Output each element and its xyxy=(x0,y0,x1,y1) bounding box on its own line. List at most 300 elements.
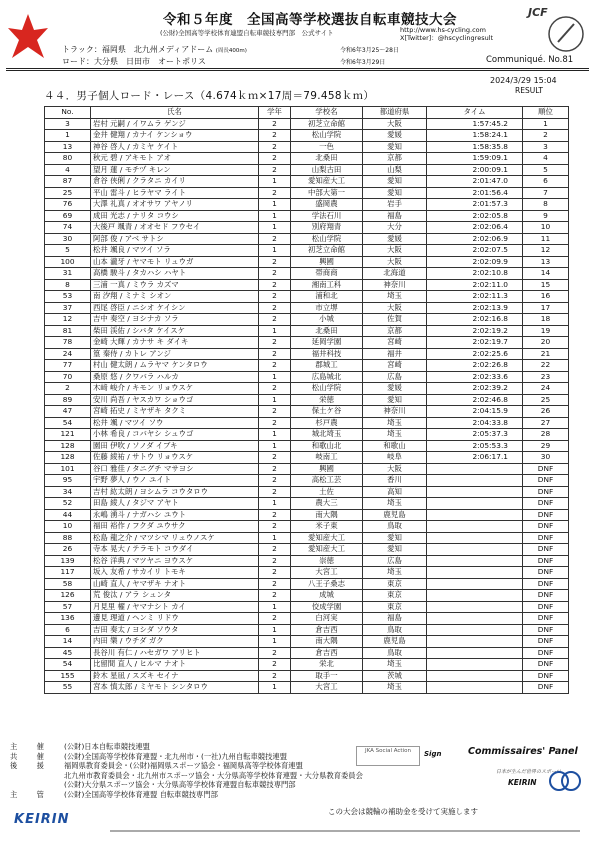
keirin-logo-right: KEIRIN xyxy=(508,778,537,787)
cell-rank: 8 xyxy=(523,199,569,211)
jcf-logo: JCF xyxy=(528,6,548,19)
cell-no: 10 xyxy=(45,521,91,533)
cell-prefecture: 鳥取 xyxy=(363,647,427,659)
cell-no: 24 xyxy=(45,348,91,360)
website-link[interactable]: http://www.hs-cycling.com xyxy=(400,26,486,34)
cell-name: 岩村 元嗣 / イワムラ ゲンジ xyxy=(91,118,259,130)
cell-no: 121 xyxy=(45,429,91,441)
cell-school: 北桑田 xyxy=(291,153,363,165)
cell-rank: DNF xyxy=(523,475,569,487)
cell-rank: DNF xyxy=(523,636,569,648)
table-row xyxy=(45,544,569,556)
cell-prefecture: 埼玉 xyxy=(363,682,427,694)
cell-school: 南大隅 xyxy=(291,509,363,521)
table-row xyxy=(45,325,569,337)
cell-grade: 1 xyxy=(259,624,291,636)
cell-time xyxy=(427,613,523,625)
footer-role: 共 催 xyxy=(10,751,50,761)
cell-name: 松島 龍之介 / マツシマ リュウノスケ xyxy=(91,532,259,544)
cell-time: 2:02:11.3 xyxy=(427,291,523,303)
cell-prefecture: 鳥取 xyxy=(363,521,427,533)
cell-rank: DNF xyxy=(523,486,569,498)
cell-no: 12 xyxy=(45,314,91,326)
cell-school: 崇徳 xyxy=(291,555,363,567)
cell-no: 25 xyxy=(45,187,91,199)
footer-line xyxy=(10,780,585,790)
timestamp: 2024/3/29 15:04 xyxy=(490,76,557,85)
cell-name: 南 汐翔 / ミナミ シオン xyxy=(91,291,259,303)
cell-name: 永嶋 湧斗 / ナガハシ ユウト xyxy=(91,509,259,521)
cell-school: 愛知産大工 xyxy=(291,176,363,188)
cell-grade: 2 xyxy=(259,337,291,349)
keirin-tagline: 日本が生んだ世界のスポーツ xyxy=(496,769,561,775)
event-logo-icon xyxy=(8,14,48,60)
cell-time xyxy=(427,567,523,579)
table-row xyxy=(45,624,569,636)
cell-time: 2:05:37.3 xyxy=(427,429,523,441)
cell-school: 小城 xyxy=(291,314,363,326)
cell-time: 1:59:09.1 xyxy=(427,153,523,165)
table-row xyxy=(45,210,569,222)
table-row xyxy=(45,348,569,360)
cell-prefecture: 山梨 xyxy=(363,164,427,176)
cell-school: 学法石川 xyxy=(291,210,363,222)
cell-prefecture: 鹿児島 xyxy=(363,636,427,648)
cell-name: 宮崎 拓史 / ミヤザキ タクミ xyxy=(91,406,259,418)
cell-name: 高橋 駿斗 / タカハシ ハヤト xyxy=(91,268,259,280)
cell-prefecture: 岐阜 xyxy=(363,452,427,464)
cell-grade: 2 xyxy=(259,590,291,602)
cell-name: 宇野 夢人 / ウノ ユイト xyxy=(91,475,259,487)
cell-time: 2:04:33.8 xyxy=(427,417,523,429)
table-row xyxy=(45,187,569,199)
cell-prefecture: 大阪 xyxy=(363,245,427,257)
table-row xyxy=(45,452,569,464)
cell-grade: 1 xyxy=(259,636,291,648)
table-row xyxy=(45,613,569,625)
cell-name: 鈴木 星凪 / スズキ セイナ xyxy=(91,670,259,682)
cell-grade: 1 xyxy=(259,245,291,257)
cell-no: 47 xyxy=(45,406,91,418)
cell-grade: 2 xyxy=(259,509,291,521)
cell-prefecture: 埼玉 xyxy=(363,417,427,429)
cell-no: 37 xyxy=(45,302,91,314)
cell-time: 2:02:19.7 xyxy=(427,337,523,349)
cell-no: 5 xyxy=(45,245,91,257)
table-row xyxy=(45,590,569,602)
cell-grade: 2 xyxy=(259,118,291,130)
cell-rank: 18 xyxy=(523,314,569,326)
cell-grade: 2 xyxy=(259,567,291,579)
cell-school: 興國 xyxy=(291,463,363,475)
footer-text: 福岡県教育委員会・(公財)福岡県スポーツ協会・福岡県高等学校体育連盟 xyxy=(64,761,303,770)
cell-rank: 11 xyxy=(523,233,569,245)
cell-name: 秋元 碧 / アキモト アオ xyxy=(91,153,259,165)
cell-name: 山崎 直人 / ヤマザキ ナオト xyxy=(91,578,259,590)
cell-name: 望月 蓮 / モチヅ キレン xyxy=(91,164,259,176)
cell-no: 55 xyxy=(45,682,91,694)
cell-rank: DNF xyxy=(523,521,569,533)
cell-no: 53 xyxy=(45,291,91,303)
cell-prefecture: 東京 xyxy=(363,590,427,602)
table-row xyxy=(45,636,569,648)
cell-time: 2:02:10.8 xyxy=(427,268,523,280)
cell-grade: 2 xyxy=(259,360,291,372)
cell-name: 成田 光志 / ナリタ コウシ xyxy=(91,210,259,222)
cell-no: 80 xyxy=(45,153,91,165)
cell-name: 宮本 慎太郎 / ミヤモト シンタロウ xyxy=(91,682,259,694)
footer-text: (公財)全国高等学校体育連盟 自転車競技専門部 xyxy=(64,789,218,799)
event-title: ４４．男子個人ロード・レース（4.674ｋｍ×17周＝79.458ｋｍ） xyxy=(44,90,375,102)
cell-name: 田島 綾人 / タジマ アヤト xyxy=(91,498,259,510)
cell-school: 松山学院 xyxy=(291,130,363,142)
cell-rank: DNF xyxy=(523,647,569,659)
table-row xyxy=(45,383,569,395)
cell-prefecture: 愛媛 xyxy=(363,233,427,245)
cell-rank: 28 xyxy=(523,429,569,441)
footer-text: (公財)日本自転車競技連盟 xyxy=(64,742,150,751)
cell-time xyxy=(427,463,523,475)
cell-no: 136 xyxy=(45,613,91,625)
table-row xyxy=(45,233,569,245)
cell-no: 155 xyxy=(45,670,91,682)
cell-time: 2:06:17.1 xyxy=(427,452,523,464)
cell-school: 一色 xyxy=(291,141,363,153)
cell-no: 128 xyxy=(45,440,91,452)
cell-no: 88 xyxy=(45,532,91,544)
communique-number: Communiqué. No.81 xyxy=(486,55,574,65)
table-row xyxy=(45,256,569,268)
cell-school: 中部大第一 xyxy=(291,187,363,199)
cell-no: 76 xyxy=(45,199,91,211)
cell-name: 村山 健太朗 / ムラヤマ ケンタロウ xyxy=(91,360,259,372)
cell-no: 34 xyxy=(45,486,91,498)
footer-text: 北九州市教育委員会・北九州市スポーツ協会・大分県高等学校体育連盟・大分県教育委員会 xyxy=(64,770,363,780)
cell-grade: 2 xyxy=(259,164,291,176)
table-row xyxy=(45,509,569,521)
cell-time xyxy=(427,509,523,521)
cell-prefecture: 愛知 xyxy=(363,544,427,556)
cell-no: 81 xyxy=(45,325,91,337)
cell-prefecture: 香川 xyxy=(363,475,427,487)
cell-prefecture: 大阪 xyxy=(363,256,427,268)
cell-prefecture: 福島 xyxy=(363,210,427,222)
cell-school: 和歌山北 xyxy=(291,440,363,452)
cell-rank: 26 xyxy=(523,406,569,418)
table-row xyxy=(45,486,569,498)
cell-school: 大宮工 xyxy=(291,567,363,579)
cell-rank: 22 xyxy=(523,360,569,372)
cell-no: 1 xyxy=(45,130,91,142)
table-row xyxy=(45,176,569,188)
cell-no: 70 xyxy=(45,371,91,383)
cell-rank: 9 xyxy=(523,210,569,222)
column-header-rank: 順位 xyxy=(523,107,569,119)
cell-prefecture: 埼玉 xyxy=(363,567,427,579)
cell-school: 倉吉西 xyxy=(291,647,363,659)
cyclists-silhouette-icon xyxy=(110,812,580,836)
funding-notice: この大会は競輪の補助金を受けて実施します xyxy=(328,807,478,816)
cell-time: 2:02:39.2 xyxy=(427,383,523,395)
cell-rank: 25 xyxy=(523,394,569,406)
cell-grade: 2 xyxy=(259,555,291,567)
cell-grade: 2 xyxy=(259,406,291,418)
cell-grade: 2 xyxy=(259,279,291,291)
cell-time: 1:58:24.1 xyxy=(427,130,523,142)
cell-rank: 15 xyxy=(523,279,569,291)
cell-grade: 2 xyxy=(259,256,291,268)
cell-prefecture: 東京 xyxy=(363,601,427,613)
cell-school: 松山学院 xyxy=(291,383,363,395)
cell-no: 30 xyxy=(45,233,91,245)
cell-time xyxy=(427,601,523,613)
table-row xyxy=(45,153,569,165)
table-row xyxy=(45,521,569,533)
cell-grade: 2 xyxy=(259,187,291,199)
cell-name: 木﨑 峻介 / キモン リョウスケ xyxy=(91,383,259,395)
cell-time xyxy=(427,475,523,487)
cell-school: 岐南工 xyxy=(291,452,363,464)
cell-time xyxy=(427,670,523,682)
cell-rank: DNF xyxy=(523,578,569,590)
cell-time: 2:02:07.5 xyxy=(427,245,523,257)
cell-prefecture: 北海道 xyxy=(363,268,427,280)
result-label: RESULT xyxy=(515,86,543,95)
cell-rank: DNF xyxy=(523,567,569,579)
cell-name: 谷口 雅佳 / タニグチ マサヨシ xyxy=(91,463,259,475)
cell-prefecture: 鹿児島 xyxy=(363,509,427,521)
cell-time xyxy=(427,590,523,602)
cell-time: 2:02:05.8 xyxy=(427,210,523,222)
cell-prefecture: 岩手 xyxy=(363,199,427,211)
cell-school: 成城 xyxy=(291,590,363,602)
cell-grade: 2 xyxy=(259,314,291,326)
organizer-text: (公財)全国高等学校体育連盟自転車競技専門部 公式サイト xyxy=(160,29,334,37)
cell-grade: 1 xyxy=(259,325,291,337)
cell-rank: DNF xyxy=(523,532,569,544)
column-header-grade: 学年 xyxy=(259,107,291,119)
cell-name: 金崎 大輝 / カナサ キ ダイキ xyxy=(91,337,259,349)
cell-prefecture: 愛知 xyxy=(363,141,427,153)
cell-school: 市立堺 xyxy=(291,302,363,314)
cell-prefecture: 大阪 xyxy=(363,302,427,314)
table-row xyxy=(45,337,569,349)
table-row xyxy=(45,360,569,372)
header-divider-2 xyxy=(6,70,589,71)
cell-name: 内田 樂 / ウチダ ガク xyxy=(91,636,259,648)
track-date: 令和6年3月25～28日 xyxy=(340,47,399,54)
footer-line xyxy=(10,790,585,800)
cell-name: 長谷川 有仁 / ハセガワ アリヒト xyxy=(91,647,259,659)
cell-no: 100 xyxy=(45,256,91,268)
cell-name: 柴田 渓佑 / シバタ ケイスケ xyxy=(91,325,259,337)
cell-no: 45 xyxy=(45,647,91,659)
footer-text: (公財)全国高等学校体育連盟・北九州市・(一社)九州自転車競技連盟 xyxy=(64,751,287,761)
table-row xyxy=(45,268,569,280)
cell-school: 保土ケ谷 xyxy=(291,406,363,418)
cell-school: 高松工芸 xyxy=(291,475,363,487)
cell-school: 湘南工科 xyxy=(291,279,363,291)
column-header-name: 氏名 xyxy=(91,107,259,119)
footer-role: 主 催 xyxy=(10,742,50,751)
cell-name: 金井 健翔 / カナイ ケンショウ xyxy=(91,130,259,142)
table-row xyxy=(45,463,569,475)
cell-rank: DNF xyxy=(523,544,569,556)
cell-name: 佐藤 綾祐 / サトウ リョウスケ xyxy=(91,452,259,464)
cell-no: 57 xyxy=(45,601,91,613)
table-row xyxy=(45,601,569,613)
cell-no: 26 xyxy=(45,544,91,556)
cell-time: 2:02:13.9 xyxy=(427,302,523,314)
cell-rank: DNF xyxy=(523,624,569,636)
table-row xyxy=(45,670,569,682)
table-row xyxy=(45,532,569,544)
cell-time: 2:05:53.3 xyxy=(427,440,523,452)
cell-rank: DNF xyxy=(523,509,569,521)
cell-name: 山本 瀧牙 / ヤマモト リュウガ xyxy=(91,256,259,268)
cell-name: 小林 希良 / コバヤシ シュウゴ xyxy=(91,429,259,441)
cell-grade: 1 xyxy=(259,532,291,544)
cell-prefecture: 広島 xyxy=(363,371,427,383)
cell-prefecture: 埼玉 xyxy=(363,659,427,671)
cell-grade: 2 xyxy=(259,475,291,487)
cell-name: 福田 裕作 / フクダ ユウサク xyxy=(91,521,259,533)
cell-school: 農大三 xyxy=(291,498,363,510)
road-date: 令和6年3月29日 xyxy=(340,59,386,66)
cell-name: 月見里 櫂 / ヤマナシト カイ xyxy=(91,601,259,613)
cell-grade: 1 xyxy=(259,371,291,383)
cell-rank: 20 xyxy=(523,337,569,349)
cell-rank: DNF xyxy=(523,601,569,613)
cell-name: 安川 尚吾 / ヤスカワ ショウゴ xyxy=(91,394,259,406)
table-row xyxy=(45,429,569,441)
cell-grade: 1 xyxy=(259,222,291,234)
cell-no: 74 xyxy=(45,222,91,234)
cell-time: 2:02:19.2 xyxy=(427,325,523,337)
table-header-row xyxy=(45,107,569,119)
cell-prefecture: 愛知 xyxy=(363,176,427,188)
cell-rank: 21 xyxy=(523,348,569,360)
cell-prefecture: 東京 xyxy=(363,578,427,590)
cell-school: 栄北 xyxy=(291,659,363,671)
cell-school: 倉吉西 xyxy=(291,624,363,636)
cell-no: 52 xyxy=(45,498,91,510)
cell-rank: 13 xyxy=(523,256,569,268)
table-row xyxy=(45,394,569,406)
cell-school: 広島城北 xyxy=(291,371,363,383)
footer-text: (公財)大分県スポーツ協会・大分県高等学校体育連盟自転車競技専門部 xyxy=(64,780,296,789)
cell-no: 89 xyxy=(45,394,91,406)
cell-no: 6 xyxy=(45,624,91,636)
cell-name: 大後戸 颯青 / オオセド フウセイ xyxy=(91,222,259,234)
cell-no: 95 xyxy=(45,475,91,487)
cell-no: 139 xyxy=(45,555,91,567)
cell-grade: 2 xyxy=(259,233,291,245)
cell-name: 荒 俊汰 / アラ シュンタ xyxy=(91,590,259,602)
cell-grade: 2 xyxy=(259,578,291,590)
cell-prefecture: 福井 xyxy=(363,348,427,360)
site-info xyxy=(400,26,493,42)
cell-rank: 10 xyxy=(523,222,569,234)
cell-school: 浦和北 xyxy=(291,291,363,303)
cell-grade: 1 xyxy=(259,210,291,222)
cell-school: 福井科技 xyxy=(291,348,363,360)
cell-name: 坂入 友希 / サカイリ トモキ xyxy=(91,567,259,579)
cell-no: 77 xyxy=(45,360,91,372)
cell-name: 松井 颯 / マツイ ソウ xyxy=(91,417,259,429)
cell-name: 篁 秦侍 / カトレ アンジ xyxy=(91,348,259,360)
column-header-time: タイム xyxy=(427,107,523,119)
cell-prefecture: 宮崎 xyxy=(363,360,427,372)
cell-rank: 24 xyxy=(523,383,569,395)
cell-prefecture: 京都 xyxy=(363,325,427,337)
table-row xyxy=(45,141,569,153)
table-row xyxy=(45,199,569,211)
cell-prefecture: 愛媛 xyxy=(363,383,427,395)
cell-name: 平山 雷斗 / ヒラヤマ ライト xyxy=(91,187,259,199)
cell-school: 別府翔青 xyxy=(291,222,363,234)
cell-rank: DNF xyxy=(523,555,569,567)
cell-prefecture: 福島 xyxy=(363,613,427,625)
cell-prefecture: 大阪 xyxy=(363,463,427,475)
table-row xyxy=(45,417,569,429)
cell-time xyxy=(427,498,523,510)
table-row xyxy=(45,279,569,291)
cell-grade: 1 xyxy=(259,498,291,510)
cell-rank: 30 xyxy=(523,452,569,464)
cell-name: 松井 颯良 / マツイ ソラ xyxy=(91,245,259,257)
cell-school: 郡城工 xyxy=(291,360,363,372)
cell-rank: 29 xyxy=(523,440,569,452)
cell-prefecture: 高知 xyxy=(363,486,427,498)
cell-grade: 2 xyxy=(259,486,291,498)
cell-no: 44 xyxy=(45,509,91,521)
cell-prefecture: 神奈川 xyxy=(363,279,427,291)
table-row xyxy=(45,130,569,142)
footer-role: 後 援 xyxy=(10,761,50,770)
cell-time: 2:02:11.0 xyxy=(427,279,523,291)
table-row xyxy=(45,371,569,383)
cell-rank: DNF xyxy=(523,463,569,475)
cell-time: 2:02:09.9 xyxy=(427,256,523,268)
cell-prefecture: 愛知 xyxy=(363,532,427,544)
cell-name: 大澤 礼真 / オオサワ アヤノリ xyxy=(91,199,259,211)
cell-school: 愛知産大工 xyxy=(291,532,363,544)
cell-grade: 2 xyxy=(259,302,291,314)
cell-prefecture: 大分 xyxy=(363,222,427,234)
cell-school: 八王子桑志 xyxy=(291,578,363,590)
cell-name: 阿部 俊 / アベ サトシ xyxy=(91,233,259,245)
cyclist-logo-icon xyxy=(548,12,584,56)
cell-school: 初芝立命館 xyxy=(291,245,363,257)
cell-no: 58 xyxy=(45,578,91,590)
table-row xyxy=(45,245,569,257)
cell-no: 117 xyxy=(45,567,91,579)
cell-time: 1:58:35.8 xyxy=(427,141,523,153)
cell-grade: 2 xyxy=(259,647,291,659)
table-row xyxy=(45,118,569,130)
cell-no: 128 xyxy=(45,452,91,464)
cell-no: 101 xyxy=(45,463,91,475)
cell-rank: 6 xyxy=(523,176,569,188)
table-row xyxy=(45,302,569,314)
cell-school: 栄徳 xyxy=(291,394,363,406)
table-row xyxy=(45,406,569,418)
results-table xyxy=(44,106,569,694)
twitter-handle[interactable]: X[Twitter]：@hscyclingresult xyxy=(400,34,494,42)
cell-prefecture: 広島 xyxy=(363,555,427,567)
cell-grade: 2 xyxy=(259,463,291,475)
